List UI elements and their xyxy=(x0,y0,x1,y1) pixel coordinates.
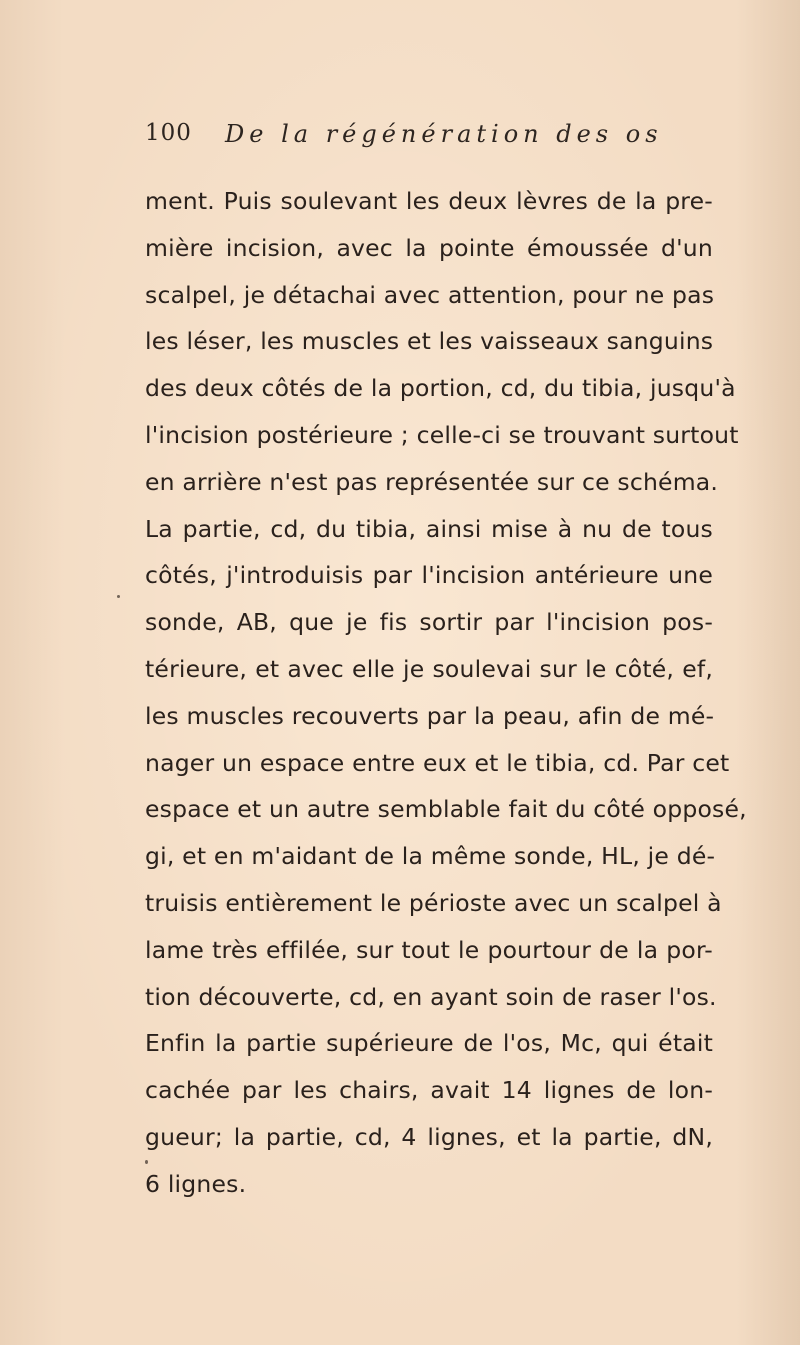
text-line: térieure, et avec elle je soulevai sur le côté, ef, xyxy=(145,654,713,683)
text-line: La partie, cd, du tibia, ainsi mise à nu de tous xyxy=(145,514,713,543)
running-head xyxy=(145,120,715,160)
text-line: scalpel, je détachai avec attention, pour ne pas xyxy=(145,280,715,309)
paper-speck xyxy=(145,1160,148,1164)
text-line: sonde, AB, que je fis sortir par l'incision pos- xyxy=(145,608,713,637)
text-line: des deux côtés de la portion, cd, du tibia, jusqu'à xyxy=(145,374,736,403)
text-line: gueur; la partie, cd, 4 lignes, et la partie, dN, xyxy=(145,1122,713,1151)
text-line: gi, et en m'aidant de la même sonde, HL, je dé- xyxy=(145,842,716,871)
running-title: De la régénération des os xyxy=(225,120,663,148)
text-line: côtés, j'introduisis par l'incision antérieure une xyxy=(145,561,713,590)
text-line: truisis entièrement le périoste avec un scalpel à xyxy=(145,888,722,917)
text-line: Enfin la partie supérieure de l'os, Mc, qui était xyxy=(145,1029,713,1058)
text-line: mière incision, avec la pointe émoussée d'un xyxy=(145,233,713,262)
paper-speck xyxy=(117,595,120,598)
text-line: lame très effilée, sur tout le pourtour de la por- xyxy=(145,935,713,964)
text-line: tion découverte, cd, en ayant soin de raser l'os. xyxy=(145,982,717,1011)
text-line: l'incision postérieure ; celle-ci se trouvant surtout xyxy=(145,420,739,449)
text-line: les muscles recouverts par la peau, afin de mé- xyxy=(145,701,715,730)
text-line: en arrière n'est pas représentée sur ce schéma. xyxy=(145,467,719,496)
text-line: ment. Puis soulevant les deux lèvres de la pre- xyxy=(145,187,713,215)
text-line: espace et un autre semblable fait du côté opposé, xyxy=(145,795,747,824)
text-line: les léser, les muscles et les vaisseaux sanguins xyxy=(145,327,714,356)
body-paragraph xyxy=(145,178,747,1208)
text-line: cachée par les chairs, avait 14 lignes de lon- xyxy=(145,1076,713,1105)
page-number: 100 xyxy=(145,120,192,146)
text-line: 6 lignes. xyxy=(145,1169,247,1198)
text-line: nager un espace entre eux et le tibia, cd. Par cet xyxy=(145,748,730,777)
